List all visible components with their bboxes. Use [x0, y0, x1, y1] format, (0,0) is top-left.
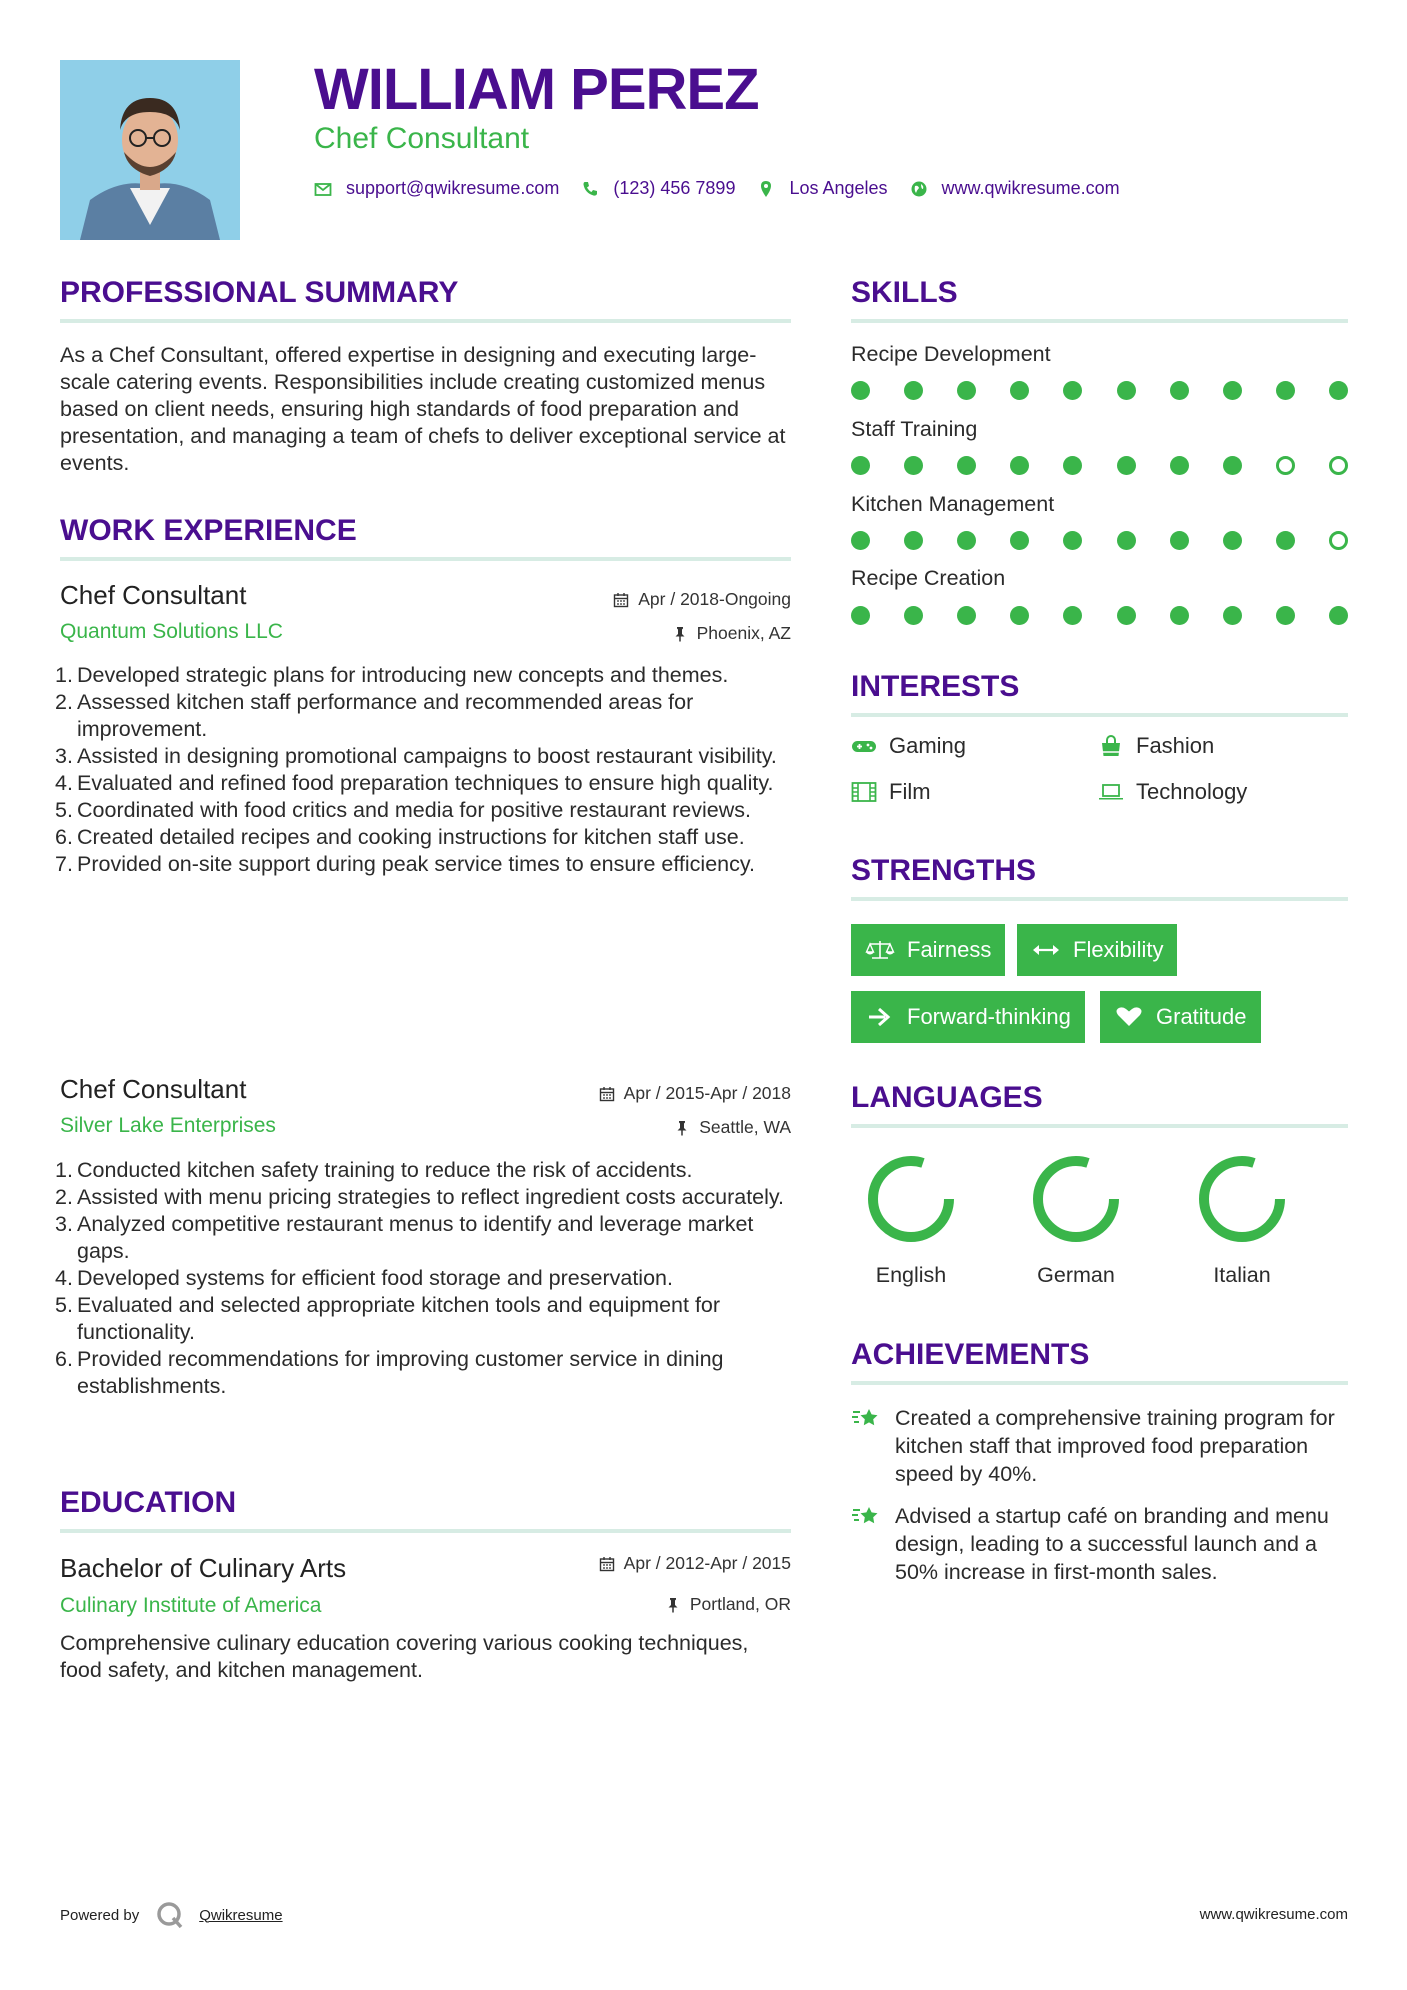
language-ring	[873, 1161, 949, 1237]
skill-dot-filled	[1223, 456, 1242, 475]
job-company: Quantum Solutions LLC	[60, 620, 283, 643]
gamepad-icon	[851, 735, 877, 757]
skill-dot-empty	[1329, 531, 1348, 550]
experience-heading: WORK EXPERIENCE	[60, 514, 357, 547]
interest-item: Fashion	[1098, 733, 1214, 759]
strength-chip: Forward-thinking	[851, 991, 1085, 1043]
qwikresume-link[interactable]: Qwikresume	[199, 1906, 283, 1924]
skill-name: Staff Training	[851, 417, 978, 441]
candidate-title: Chef Consultant	[314, 122, 530, 155]
skill-dot-filled	[1063, 381, 1082, 400]
film-icon	[851, 781, 877, 803]
arrow-right-icon	[865, 1006, 895, 1028]
skill-dot-filled	[1329, 381, 1348, 400]
laptop-icon	[1098, 781, 1124, 803]
list-item: 3. Analyzed competitive restaurant menus to identify and leverage market gaps.	[55, 1212, 754, 1263]
achievements-rule	[851, 1381, 1348, 1385]
skill-dot-filled	[957, 531, 976, 550]
envelope-icon	[314, 180, 332, 198]
skill-dot-empty	[1329, 456, 1348, 475]
achievements-heading: ACHIEVEMENTS	[851, 1338, 1090, 1371]
skill-dot-filled	[1276, 381, 1295, 400]
skill-dot-filled	[1329, 606, 1348, 625]
skill-dot-filled	[904, 456, 923, 475]
contact-phone[interactable]	[581, 178, 735, 199]
contact-location	[757, 178, 887, 199]
pushpin-icon	[674, 1120, 690, 1136]
skills-rule	[851, 319, 1348, 323]
experience-rule	[60, 557, 791, 561]
school-name: Culinary Institute of America	[60, 1594, 322, 1617]
skill-dot-filled	[1010, 531, 1029, 550]
website-text: www.qwikresume.com	[941, 178, 1120, 198]
language-name: German	[1037, 1263, 1115, 1287]
language-name: English	[875, 1263, 947, 1287]
list-item: 2. Assessed kitchen staff performance and recommended areas for improvement.	[55, 690, 694, 741]
education-rule	[60, 1529, 791, 1533]
skill-dot-filled	[957, 456, 976, 475]
summary-heading: PROFESSIONAL SUMMARY	[60, 276, 459, 309]
job-company: Silver Lake Enterprises	[60, 1114, 276, 1137]
languages-heading: LANGUAGES	[851, 1081, 1043, 1114]
skill-dot-filled	[1170, 606, 1189, 625]
summary-text: As a Chef Consultant, offered expertise in designing and executing large-scale catering events. Responsibilities include creating customized menus based on client needs, ensuring high standards of food preparation and presentation, and managing a team of chefs to deliver exceptional service at events.	[60, 343, 786, 475]
job-location-text: Seattle, WA	[699, 1117, 791, 1137]
candidate-name: WILLIAM PEREZ	[314, 57, 759, 122]
pushpin-icon	[665, 1597, 681, 1613]
strength-chip: Flexibility	[1017, 924, 1177, 976]
language-name: Italian	[1213, 1263, 1271, 1287]
contact-website[interactable]	[910, 178, 1120, 199]
skill-dot-empty	[1276, 456, 1295, 475]
job-duties-list	[55, 662, 795, 878]
skill-dot-filled	[1223, 606, 1242, 625]
job-duties-list	[55, 1157, 795, 1400]
shopping-bag-icon	[1098, 735, 1124, 757]
language-ring	[1204, 1161, 1280, 1237]
skill-dot-filled	[1117, 456, 1136, 475]
email-text: support@qwikresume.com	[346, 178, 560, 198]
phone-icon	[581, 180, 599, 198]
skill-dot-filled	[1010, 381, 1029, 400]
qwikresume-logo-icon	[155, 1900, 185, 1930]
contact-bar	[314, 178, 1142, 199]
profile-photo	[60, 60, 240, 240]
skill-dot-filled	[904, 531, 923, 550]
summary-rule	[60, 319, 791, 323]
list-item: 5. Evaluated and selected appropriate kitchen tools and equipment for functionality.	[55, 1293, 721, 1344]
education-dates-text: Apr / 2012-Apr / 2015	[623, 1553, 791, 1573]
skill-dot-filled	[1010, 606, 1029, 625]
list-item: 7. Provided on-site support during peak service times to ensure efficiency.	[55, 852, 755, 876]
education-description: Comprehensive culinary education covering various cooking techniques, food safety, and kitchen management.	[60, 1631, 749, 1682]
list-item: 4. Evaluated and refined food preparation techniques to ensure high quality.	[55, 771, 774, 795]
interest-item: Film	[851, 779, 931, 805]
skill-rating	[851, 606, 1348, 626]
skill-dot-filled	[1063, 606, 1082, 625]
degree-title: Bachelor of Culinary Arts	[60, 1553, 347, 1583]
list-item: 2. Assisted with menu pricing strategies to reflect ingredient costs accurately.	[55, 1185, 785, 1209]
skill-name: Kitchen Management	[851, 492, 1055, 516]
skill-dot-filled	[1170, 381, 1189, 400]
footer-site[interactable]: www.qwikresume.com	[1199, 1906, 1348, 1923]
skill-dot-filled	[904, 606, 923, 625]
location-text: Los Angeles	[789, 178, 888, 198]
list-item: 4. Developed systems for efficient food storage and preservation.	[55, 1266, 673, 1290]
map-marker-icon	[757, 180, 775, 198]
job-dates-text: Apr / 2015-Apr / 2018	[623, 1083, 791, 1103]
skill-dot-filled	[1276, 606, 1295, 625]
skill-dot-filled	[1063, 456, 1082, 475]
skill-dot-filled	[904, 381, 923, 400]
shooting-star-icon	[851, 1404, 881, 1432]
language-item	[1177, 1153, 1307, 1288]
skill-rating	[851, 456, 1348, 476]
calendar-icon	[599, 1556, 615, 1572]
interest-item: Gaming	[851, 733, 966, 759]
language-ring	[1038, 1161, 1114, 1237]
strength-chip: Fairness	[851, 924, 1005, 976]
calendar-icon	[599, 1086, 615, 1102]
education-heading: EDUCATION	[60, 1486, 237, 1519]
skill-dot-filled	[1117, 531, 1136, 550]
strengths-heading: STRENGTHS	[851, 854, 1037, 887]
globe-icon	[910, 180, 928, 198]
achievement-item: Created a comprehensive training program for kitchen staff that improved food preparation speed by 40%.	[851, 1404, 1351, 1488]
skill-dot-filled	[957, 381, 976, 400]
job-dates	[599, 1083, 791, 1104]
interest-item: Technology	[1098, 779, 1247, 805]
languages-rule	[851, 1124, 1348, 1128]
job-location-text: Phoenix, AZ	[696, 623, 791, 643]
list-item: 6. Provided recommendations for improving customer service in dining establishments.	[55, 1347, 724, 1398]
arrows-horizontal-icon	[1031, 939, 1061, 961]
skill-rating	[851, 531, 1348, 551]
interests-rule	[851, 713, 1348, 717]
skill-dot-filled	[1223, 381, 1242, 400]
skill-dot-filled	[1276, 531, 1295, 550]
education-location	[665, 1594, 791, 1615]
job-title: Chef Consultant	[60, 1074, 247, 1104]
skill-dot-filled	[851, 606, 870, 625]
skill-dot-filled	[1170, 531, 1189, 550]
job-dates	[613, 589, 791, 610]
contact-email[interactable]	[314, 178, 559, 199]
pushpin-icon	[672, 626, 688, 642]
education-dates	[599, 1553, 791, 1574]
skill-name: Recipe Creation	[851, 566, 1006, 590]
skill-dot-filled	[851, 381, 870, 400]
skill-rating	[851, 381, 1348, 401]
job-dates-text: Apr / 2018-Ongoing	[638, 589, 791, 609]
achievement-item: Advised a startup café on branding and menu design, leading to a successful launch and a 50% increase in first-month sales.	[851, 1502, 1351, 1586]
skill-dot-filled	[1117, 606, 1136, 625]
skill-dot-filled	[851, 456, 870, 475]
language-item	[1011, 1153, 1141, 1288]
skill-dot-filled	[957, 606, 976, 625]
list-item: 6. Created detailed recipes and cooking instructions for kitchen staff use.	[55, 825, 745, 849]
skill-dot-filled	[1170, 456, 1189, 475]
list-item: 1. Conducted kitchen safety training to reduce the risk of accidents.	[55, 1158, 693, 1182]
skills-heading: SKILLS	[851, 276, 958, 309]
strengths-rule	[851, 897, 1348, 901]
list-item: 5. Coordinated with food critics and media for positive restaurant reviews.	[55, 798, 751, 822]
skill-dot-filled	[1010, 456, 1029, 475]
heart-icon	[1114, 1006, 1144, 1028]
strength-chip: Gratitude	[1100, 991, 1261, 1043]
skill-name: Recipe Development	[851, 342, 1051, 366]
language-item	[846, 1153, 976, 1288]
job-location	[672, 623, 791, 644]
skill-dot-filled	[1223, 531, 1242, 550]
phone-text: (123) 456 7899	[613, 178, 736, 198]
job-title: Chef Consultant	[60, 580, 247, 610]
footer-powered-by: Powered by Qwikresume	[60, 1900, 283, 1930]
shooting-star-icon	[851, 1502, 881, 1530]
list-item: 3. Assisted in designing promotional campaigns to boost restaurant visibility.	[55, 744, 777, 768]
balance-scale-icon	[865, 939, 895, 961]
skill-dot-filled	[1117, 381, 1136, 400]
skill-dot-filled	[1063, 531, 1082, 550]
list-item: 1. Developed strategic plans for introducing new concepts and themes.	[55, 663, 729, 687]
education-location-text: Portland, OR	[689, 1594, 791, 1614]
interests-heading: INTERESTS	[851, 670, 1020, 703]
calendar-icon	[613, 592, 629, 608]
job-location	[674, 1117, 791, 1138]
skill-dot-filled	[851, 531, 870, 550]
